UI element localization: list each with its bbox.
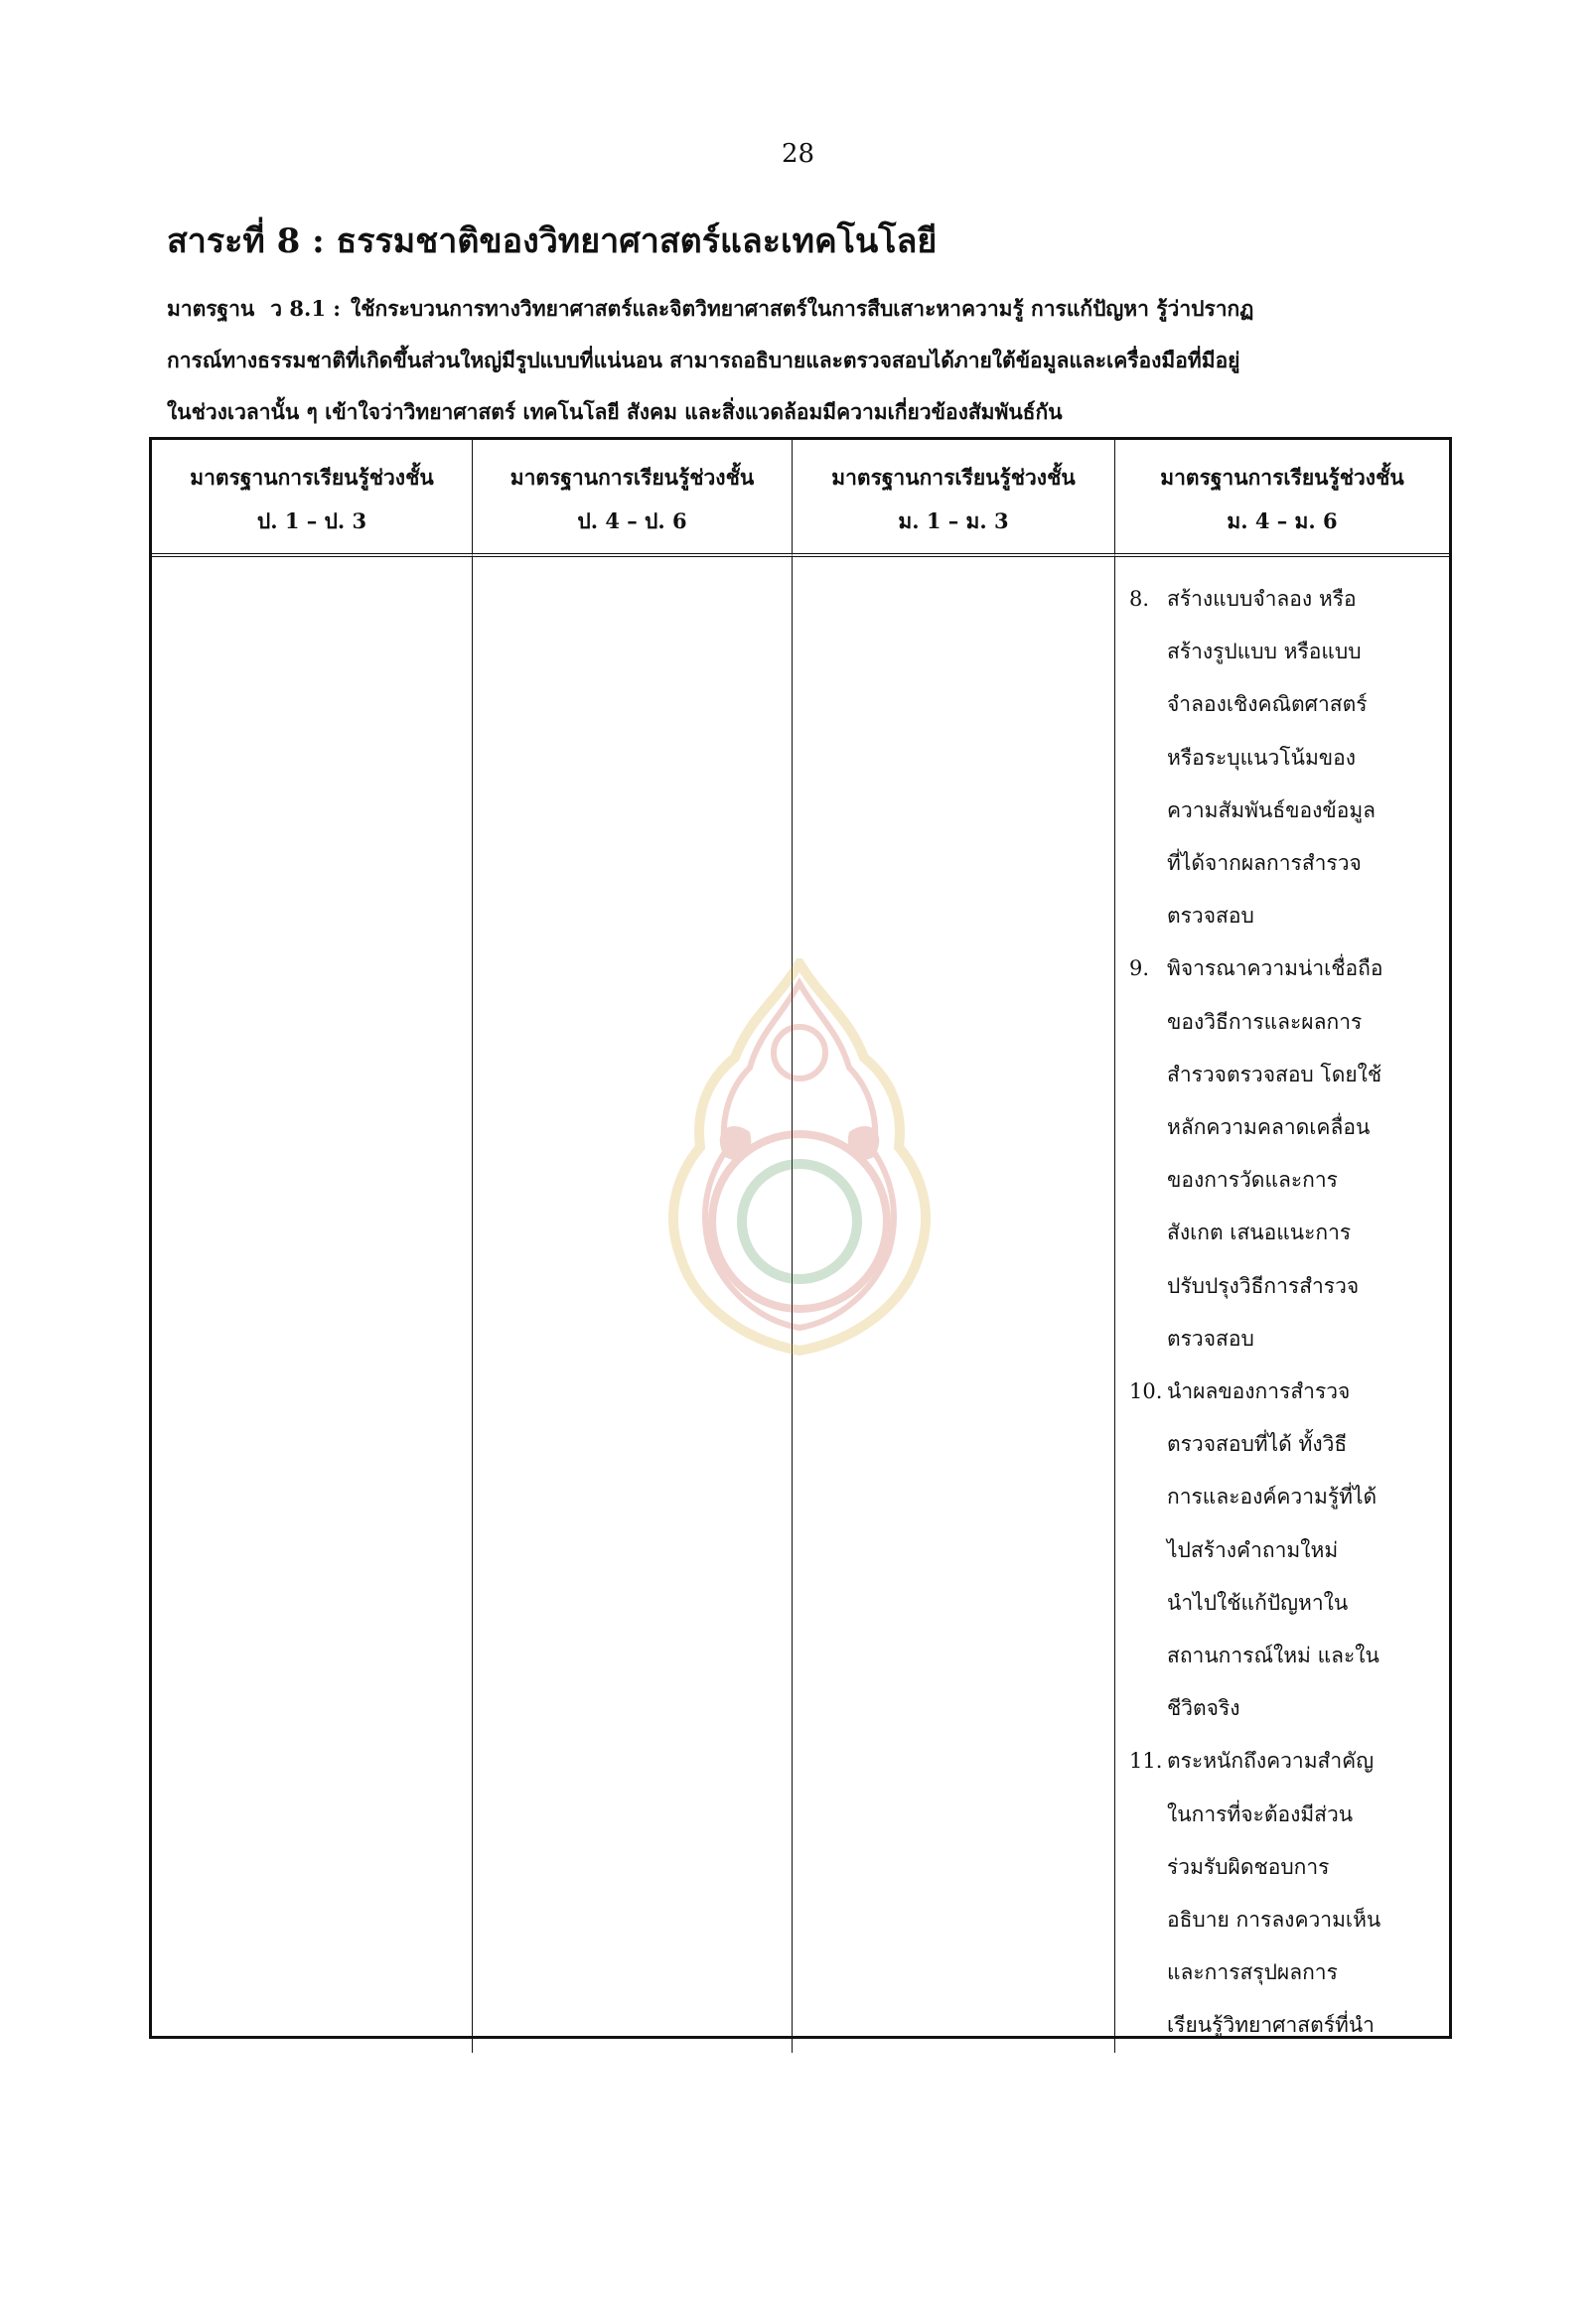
- body-col-3: [793, 557, 1115, 2053]
- header-col-1: [152, 440, 473, 557]
- item-line: ตรวจสอบที่ได้ ทั้งวิธี: [1167, 1432, 1348, 1457]
- item-line: อธิบาย การลงความเห็น: [1167, 1908, 1381, 1933]
- item-line: สร้างรูปแบบ หรือแบบ: [1167, 640, 1362, 664]
- body-col-1: [152, 557, 473, 2053]
- item-line: นำผลของการสำรวจ: [1167, 1379, 1351, 1404]
- item-line: ร่วมรับผิดชอบการ: [1167, 1854, 1330, 1879]
- item-line: สำรวจตรวจสอบ โดยใช้: [1167, 1062, 1382, 1086]
- header-level: ม. 1 – ม. 3: [898, 508, 1009, 533]
- header-title: มาตรฐานการเรียนรู้ช่วงชั้น: [831, 465, 1076, 490]
- body-col-4: [1115, 557, 1449, 2053]
- standard-code: ว 8.1 :: [270, 296, 341, 321]
- item-line: ชีวิตจริง: [1167, 1696, 1240, 1721]
- item-text: [1167, 942, 1383, 1366]
- list-item: [1129, 942, 1439, 1366]
- standard-line-3: ในช่วงเวลานั้น ๆ เข้าใจว่าวิทยาศาสตร์ เทคโนโลยี สังคม และสิ่งแวดล้อมมีความเกี่ยวข้องสัมพันธ์กัน: [167, 399, 1063, 424]
- item-line: และการสรุปผลการ: [1167, 1960, 1338, 1985]
- header-title: มาตรฐานการเรียนรู้ช่วงชั้น: [1160, 465, 1404, 490]
- item-line: หรือระบุแนวโน้มของ: [1167, 745, 1357, 770]
- item-line: สร้างแบบจำลอง หรือ: [1167, 587, 1357, 611]
- item-line: ของวิธีการและผลการ: [1167, 1009, 1363, 1034]
- item-line: จำลองเชิงคณิตศาสตร์: [1167, 692, 1368, 717]
- item-line: ตรวจสอบ: [1167, 1326, 1254, 1351]
- item-line: สังเกต เสนอแนะการ: [1167, 1221, 1352, 1245]
- item-line: ในการที่จะต้องมีส่วน: [1167, 1801, 1354, 1826]
- standard-label: มาตรฐาน: [167, 296, 255, 321]
- standard-line-1: [167, 283, 1458, 335]
- item-number: 8.: [1129, 587, 1150, 611]
- section-title: สาระที่ 8 : ธรรมชาติของวิทยาศาสตร์และเทคโนโลยี: [167, 221, 938, 261]
- header-col-2: [473, 440, 793, 557]
- standards-list: [1115, 557, 1449, 2053]
- header-level: ป. 4 – ป. 6: [577, 508, 687, 533]
- item-line: ของการวัดและการ: [1167, 1168, 1338, 1193]
- item-line: ที่ได้จากผลการสำรวจ: [1167, 851, 1362, 876]
- item-text: [1167, 1366, 1379, 1735]
- item-number: 11.: [1129, 1749, 1163, 1774]
- item-line: สถานการณ์ใหม่ และใน: [1167, 1644, 1379, 1668]
- table-grid: [152, 440, 1449, 2036]
- item-line: การและองค์ความรู้ที่ได้: [1167, 1485, 1378, 1510]
- item-line: ไปสร้างคำถามใหม่: [1167, 1537, 1339, 1562]
- item-number: 9.: [1129, 956, 1150, 981]
- item-number: 10.: [1129, 1379, 1163, 1404]
- item-line: หลักความคลาดเคลื่อน: [1167, 1115, 1371, 1140]
- standards-table: [149, 437, 1452, 2039]
- item-text: [1167, 573, 1376, 942]
- item-line: นำไปใช้แก้ปัญหาใน: [1167, 1590, 1349, 1615]
- list-item: [1129, 1735, 1439, 2052]
- body-col-2: [473, 557, 793, 2053]
- header-level: ป. 1 – ป. 3: [256, 508, 367, 533]
- header-col-4: [1115, 440, 1449, 557]
- header-title: มาตรฐานการเรียนรู้ช่วงชั้น: [190, 465, 434, 490]
- header-title: มาตรฐานการเรียนรู้ช่วงชั้น: [509, 465, 755, 490]
- standard-line-2: การณ์ทางธรรมชาติที่เกิดขึ้นส่วนใหญ่มีรูปแบบที่แน่นอน สามารถอธิบายและตรวจสอบได้ภายใต้ข้อมูลและเครื่องมือที่มีอยู่: [167, 348, 1240, 372]
- header-level: ม. 4 – ม. 6: [1227, 508, 1338, 533]
- standard-statement: [167, 283, 1458, 438]
- list-item: [1129, 573, 1439, 942]
- page-number: 28: [781, 139, 815, 169]
- header-col-3: [793, 440, 1115, 557]
- standard-text-1: ใช้กระบวนการทางวิทยาศาสตร์และจิตวิทยาศาสตร์ในการสืบเสาะหาความรู้ การแก้ปัญหา รู้ว่าปรากฏ: [351, 296, 1254, 321]
- item-line: ตรวจสอบ: [1167, 904, 1254, 929]
- item-line: ตระหนักถึงความสำคัญ: [1167, 1749, 1375, 1774]
- item-line: ความสัมพันธ์ของข้อมูล: [1167, 797, 1377, 822]
- item-text: [1167, 1735, 1380, 2052]
- item-line: เรียนรู้วิทยาศาสตร์ที่นำ: [1167, 2013, 1375, 2038]
- list-item: [1129, 1366, 1439, 1735]
- item-line: พิจารณาความน่าเชื่อถือ: [1167, 956, 1383, 981]
- item-line: ปรับปรุงวิธีการสำรวจ: [1167, 1273, 1360, 1298]
